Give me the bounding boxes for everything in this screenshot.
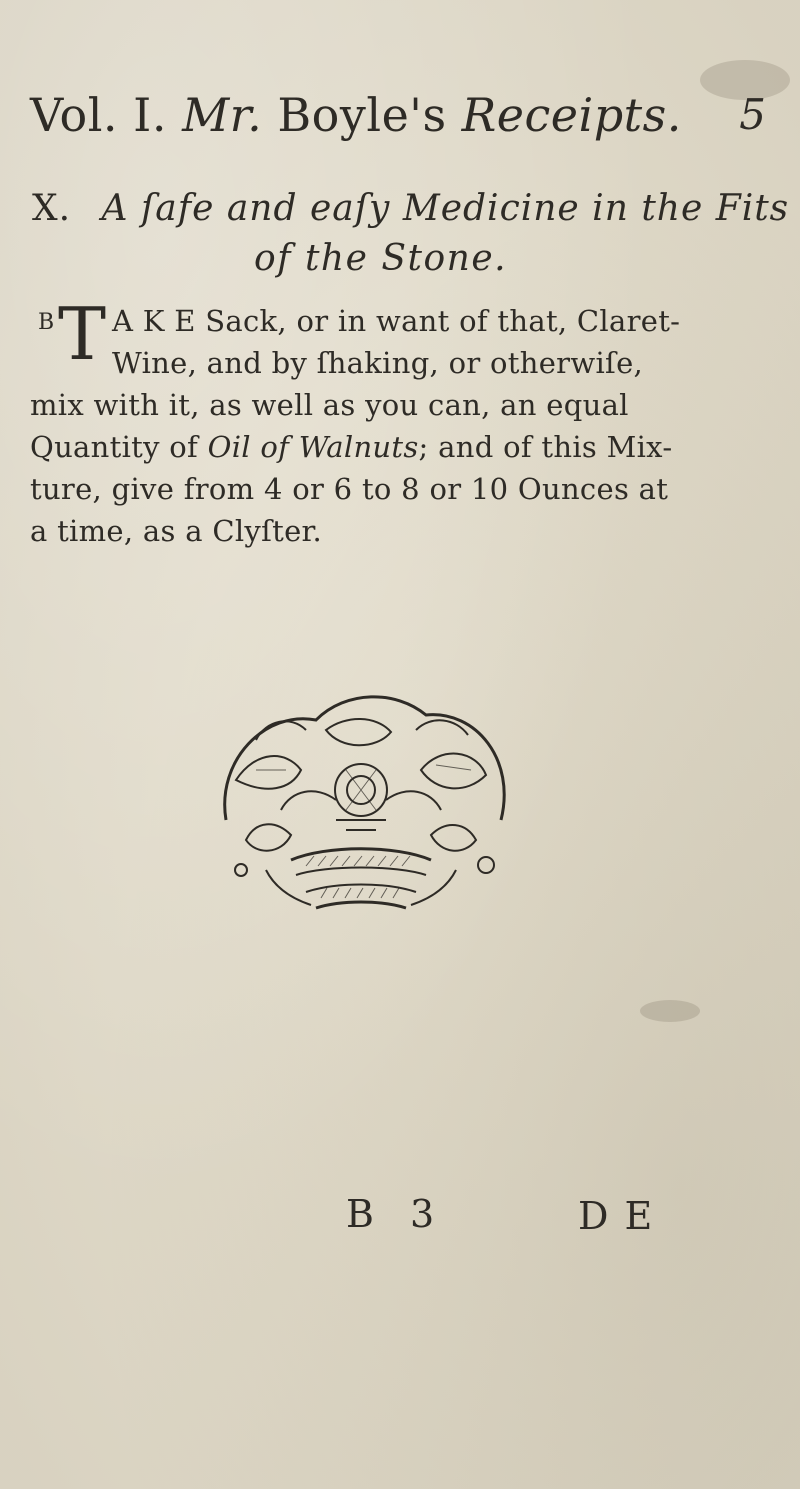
- running-head-text: [30, 88, 682, 142]
- signature-marks: [0, 1192, 800, 1252]
- body-line-1: A K E Sack, or in want of that, Claret-: [112, 304, 681, 338]
- volume-label: Vol. I.: [30, 88, 167, 142]
- author-name: Boyle's: [277, 88, 447, 142]
- body-line-4-start: Quantity of: [30, 430, 199, 464]
- floral-tailpiece-ornament: [196, 670, 526, 950]
- ingredient-name: Oil of Walnuts: [207, 430, 419, 464]
- body-line-6: a time, as a Clyſter.: [30, 514, 323, 548]
- author-title: Mr.: [182, 88, 263, 142]
- recipe-title-line-2: of the Stone.: [254, 238, 508, 279]
- page-number: 5: [739, 90, 766, 139]
- recipe-title-text: A ſafe and eaſy Medicine in the Fits: [101, 188, 790, 229]
- recipe-body: [30, 292, 772, 552]
- running-head: [30, 88, 780, 148]
- body-line-4: [30, 426, 772, 468]
- work-title: Receipts.: [461, 88, 682, 142]
- drop-cap-letter: T: [58, 292, 107, 376]
- drop-cap-guide-letter: B: [38, 310, 55, 335]
- catchword-mark: D E: [578, 1194, 655, 1238]
- drop-cap: [30, 292, 107, 380]
- body-line-5: ture, give from 4 or 6 to 8 or 10 Ounces at: [30, 472, 669, 506]
- page-stain: [640, 1000, 700, 1022]
- recipe-title-line-1: [32, 188, 789, 229]
- body-line-2: Wine, and by ſhaking, or otherwiſe,: [112, 346, 644, 380]
- signature-mark-left: B 3: [346, 1192, 447, 1236]
- body-line-3: mix with it, as well as you can, an equal: [30, 388, 629, 422]
- recipe-number: X.: [32, 188, 72, 229]
- body-line-4-end: ; and of this Mix-: [418, 430, 673, 464]
